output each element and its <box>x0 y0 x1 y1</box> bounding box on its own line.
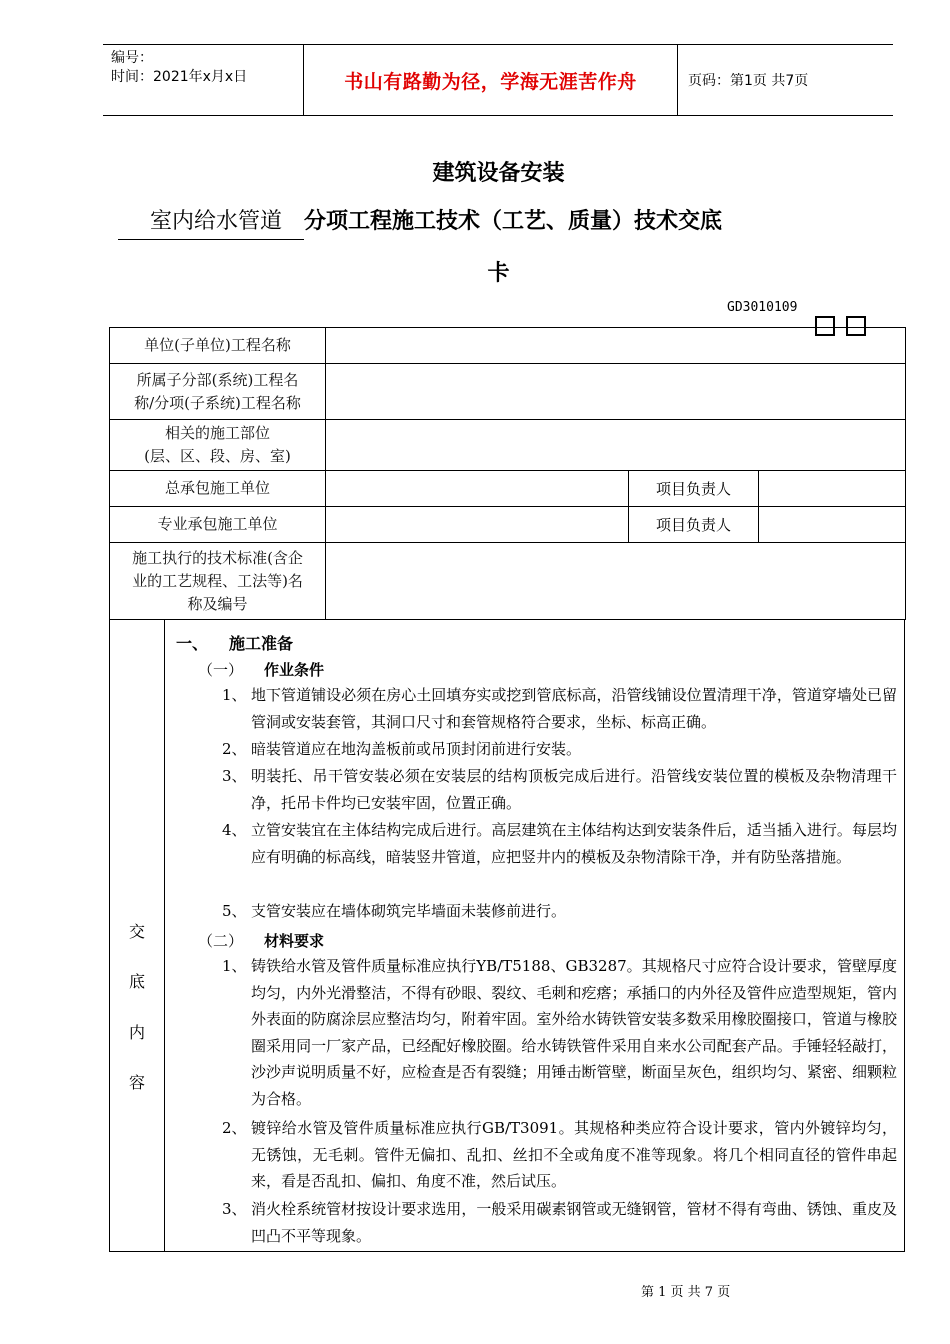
item-text: 立管安装宜在主体结构完成后进行。高层建筑在主体结构达到安装条件后，适当插入进行。每层均应有明确的标高线，暗装竖井管道，应把竖井内的模板及杂物清除干净，并有防坠落措施。 <box>251 821 897 866</box>
sub1-num: （一） <box>198 661 244 679</box>
header-meta <box>103 45 304 115</box>
title-line3: 卡 <box>487 261 510 286</box>
number-label: 编号： <box>111 50 153 66</box>
location-label-2: (层、区、段、房、室) <box>144 447 291 465</box>
side-label-column <box>110 619 165 1251</box>
item-text: 地下管道铺设必须在房心土回填夯实或挖到管底标高，沿管线铺设位置清理干净，管道穿墙处已留管洞或安装套管，其洞口尺寸和套管规格符合要求，坐标、标高正确。 <box>251 686 897 731</box>
item-num: 3、 <box>222 767 247 785</box>
doc-code: GD3010109 <box>727 300 798 315</box>
title-line2 <box>118 204 722 240</box>
sub1-item-2 <box>222 736 897 763</box>
item-num: 5、 <box>222 902 247 920</box>
title-subject: 室内给水管道 <box>118 204 304 240</box>
sub2-item-1 <box>222 953 897 1112</box>
page-info-cell <box>678 45 893 115</box>
sub2-num: （二） <box>198 932 244 950</box>
section1-num: 一、 <box>176 634 209 653</box>
specialty-contractor-field[interactable] <box>326 507 629 543</box>
item-num: 1、 <box>222 686 247 704</box>
info-table <box>109 327 906 620</box>
title-line1: 建筑设备安装 <box>432 161 565 186</box>
item-text: 明装托、吊干管安装必须在安装层的结构顶板完成后进行。沿管线安装位置的模板及杂物清理干净，托吊卡件均已安装牢固，位置正确。 <box>251 767 897 812</box>
subdivision-label-2: 称/分项(子系统)工程名称 <box>134 393 301 412</box>
item-num: 4、 <box>222 821 247 839</box>
sub2-item-3 <box>222 1196 897 1249</box>
project-manager-label-2: 项目负责人 <box>629 507 759 543</box>
page-footer: 第 1 页 共 7 页 <box>641 1285 731 1300</box>
general-contractor-label: 总承包施工单位 <box>110 471 326 507</box>
sub2-item-2 <box>222 1115 897 1195</box>
unit-name-field[interactable] <box>326 328 906 364</box>
item-num: 2、 <box>222 740 247 758</box>
item-num: 1、 <box>222 957 247 975</box>
project-manager-field-2[interactable] <box>759 507 906 543</box>
standard-label-3: 称及编号 <box>187 594 248 613</box>
subdivision-field[interactable] <box>326 364 906 420</box>
sub1-title: 作业条件 <box>264 661 325 679</box>
page-info: 页码：第1页 共7页 <box>688 73 809 89</box>
subdivision-label <box>110 364 326 420</box>
project-manager-field[interactable] <box>759 471 906 507</box>
location-field[interactable] <box>326 420 906 471</box>
item-num: 2、 <box>222 1119 247 1137</box>
standard-field[interactable] <box>326 543 906 620</box>
time-label: 时间：2021年x月x日 <box>111 69 248 85</box>
project-manager-label: 项目负责人 <box>629 471 759 507</box>
side-char-4: 容 <box>128 1073 145 1092</box>
standard-label-1: 施工执行的技术标准(含企 <box>132 548 303 567</box>
sub2-title: 材料要求 <box>264 932 325 950</box>
motto-cell <box>304 45 678 115</box>
side-char-3: 内 <box>128 1023 145 1042</box>
location-label-1: 相关的施工部位 <box>164 424 270 442</box>
location-label <box>110 420 326 471</box>
side-char-1: 交 <box>128 922 145 941</box>
specialty-contractor-label: 专业承包施工单位 <box>110 507 326 543</box>
standard-label <box>110 543 326 620</box>
standard-label-2: 业的工艺规程、工法等)名 <box>132 571 303 590</box>
motto: 书山有路勤为径，学海无涯苦作舟 <box>344 70 637 93</box>
unit-name-label: 单位(子单位)工程名称 <box>110 328 326 364</box>
side-char-2: 底 <box>128 972 145 991</box>
general-contractor-field[interactable] <box>326 471 629 507</box>
sub1-item-3 <box>222 763 897 816</box>
page-header <box>103 44 893 116</box>
sub1-item-4 <box>222 817 897 870</box>
item-text: 镀锌给水管及管件质量标准应执行GB/T3091。其规格种类应符合设计要求，管内外镀锌均匀，无锈蚀，无毛刺。管件无偏扣、乱扣、丝扣不全或角度不准等现象。将几个相同直径的管件串起来，看是否乱扣、偏扣、角度不准，然后试压。 <box>251 1119 897 1190</box>
title-main: 分项工程施工技术（工艺、质量）技术交底 <box>304 209 723 234</box>
sub1-item-5 <box>222 898 897 925</box>
item-text: 支管安装应在墙体砌筑完毕墙面未装修前进行。 <box>251 902 567 920</box>
item-text: 暗装管道应在地沟盖板前或吊顶封闭前进行安装。 <box>251 740 582 758</box>
subdivision-label-1: 所属子分部(系统)工程名 <box>136 370 299 389</box>
item-num: 3、 <box>222 1200 247 1218</box>
section1-title: 施工准备 <box>229 634 294 653</box>
sub1-item-1 <box>222 682 897 735</box>
item-text: 消火栓系统管材按设计要求选用，一般采用碳素钢管或无缝钢管，管材不得有弯曲、锈蚀、重皮及凹凸不平等现象。 <box>251 1200 897 1245</box>
item-text: 铸铁给水管及管件质量标准应执行YB/T5188、GB3287。其规格尺寸应符合设计要求，管壁厚度均匀，内外光滑整洁，不得有砂眼、裂纹、毛刺和疙瘩；承插口的内外径及管件应造型规矩，管内外表面的防腐涂层应整洁均匀，附着牢固。室外给水铸铁管安装多数采用橡胶圈接口，管道与橡胶圈采用同一厂家产品，已经配好橡胶圈。给水铸铁管件采用自来水公司配套产品。手锤轻轻敲打，沙沙声说明质量不好，应检查是否有裂缝；用锤击断管壁，断面呈灰色，组织均匀、紧密、细颗粒为合格。 <box>251 957 897 1108</box>
